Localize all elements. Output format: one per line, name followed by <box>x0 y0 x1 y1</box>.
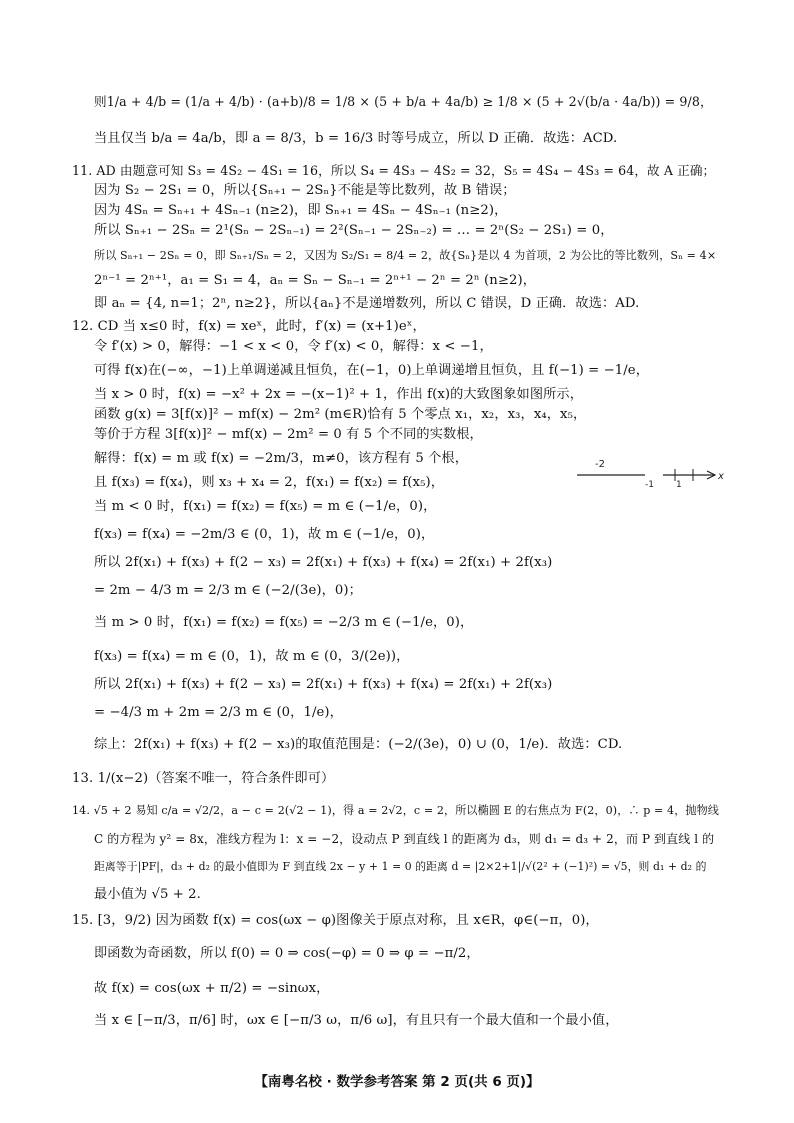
text-line: 即函数为奇函数，所以 f(0) = 0 ⇒ cos(−φ) = 0 ⇒ φ = −π/2， <box>94 946 480 961</box>
text-line: 因为 4Sₙ = Sₙ₊₁ + 4Sₙ₋₁ (n≥2)，即 Sₙ₊₁ = 4Sₙ − 4Sₙ₋₁ (n≥2)， <box>94 203 508 218</box>
figure-label-one: 1 <box>676 480 682 490</box>
figure-label-neg-one: -1 <box>645 480 654 490</box>
text-line: f(x₃) = f(x₄) = −2m/3 ∈ (0，1)，故 m ∈ (−1/e，0)， <box>94 527 435 542</box>
text-line: 12. CD 当 x≤0 时，f(x) = xeˣ，此时，f′(x) = (x+1)eˣ， <box>72 319 426 334</box>
page-footer: 【南粤名校 · 数学参考答案 第 2 页(共 6 页)】 <box>254 1074 540 1090</box>
text-line: C 的方程为 y² = 8x，准线方程为 l：x = −2，设动点 P 到直线 l 的距离为 d₃，则 d₁ = d₃ + 2，而 P 到直线 l 的 <box>94 832 715 846</box>
text-line: 14. √5 + 2 易知 c/a = √2/2，a − c = 2(√2 − 1)，得 a = 2√2，c = 2，所以椭圆 E 的右焦点为 F(2，0)，∴ p = 4，抛物线 <box>72 804 719 817</box>
function-sketch-figure <box>575 455 725 495</box>
text-line: 即 aₙ = {4, n=1；2ⁿ, n≥2}，所以{aₙ}不是递增数列，所以 C 错误，D 正确．故选：AD. <box>94 296 640 311</box>
text-line: 当且仅当 b/a = 4a/b，即 a = 8/3，b = 16/3 时等号成立，所以 D 正确．故选：ACD. <box>94 131 618 146</box>
text-line: 11. AD 由题意可知 S₃ = 4S₂ − 4S₁ = 16，所以 S₄ = 4S₃ − 4S₂ = 32，S₅ = 4S₄ − 4S₃ = 64，故 A 正确； <box>72 163 716 178</box>
text-line: 函数 g(x) = 3[f(x)]² − mf(x) − 2m² (m∈R)恰有 5 个零点 x₁，x₂，x₃，x₄，x₅， <box>94 407 587 422</box>
text-line: f(x₃) = f(x₄) = m ∈ (0，1)，故 m ∈ (0，3/(2e))， <box>94 649 410 664</box>
text-line: 当 m < 0 时，f(x₁) = f(x₂) = f(x₅) = m ∈ (−1/e，0)， <box>94 499 437 514</box>
text-line: 可得 f(x)在(−∞，−1)上单调递减且恒负，在(−1，0)上单调递增且恒负，且 f(−1) = −1/e， <box>94 363 649 378</box>
text-line: 2ⁿ⁻¹ = 2ⁿ⁺¹，a₁ = S₁ = 4，aₙ = Sₙ − Sₙ₋₁ = 2ⁿ⁺¹ − 2ⁿ = 2ⁿ (n≥2)， <box>94 273 537 288</box>
text-line: 所以 2f(x₁) + f(x₃) + f(2 − x₃) = 2f(x₁) + f(x₃) + f(x₄) = 2f(x₁) + 2f(x₃) <box>94 555 553 570</box>
text-line: = −4/3 m + 2m = 2/3 m ∈ (0，1/e)， <box>94 705 343 720</box>
text-line: 等价于方程 3[f(x)]² − mf(x) − 2m² = 0 有 5 个不同的实数根， <box>94 427 483 442</box>
text-line: 13. 1/(x−2)（答案不唯一，符合条件即可） <box>72 771 335 786</box>
figure-label-top: -2 <box>595 459 605 470</box>
text-line: 综上：2f(x₁) + f(x₃) + f(2 − x₃)的取值范围是：(−2/(3e)，0) ∪ (0，1/e)．故选：CD. <box>94 737 623 752</box>
text-line: 15. [3，9/2) 因为函数 f(x) = cos(ωx − φ)图像关于原点对称，且 x∈R，φ∈(−π，0)， <box>72 913 599 928</box>
text-line: 最小值为 √5 + 2. <box>94 887 201 902</box>
text-line: 所以 2f(x₁) + f(x₃) + f(2 − x₃) = 2f(x₁) + f(x₃) + f(x₄) = 2f(x₁) + 2f(x₃) <box>94 677 553 692</box>
text-line: 因为 S₂ − 2S₁ = 0，所以{Sₙ₊₁ − 2Sₙ}不能是等比数列，故 B 错误； <box>94 183 516 198</box>
text-line: = 2m − 4/3 m = 2/3 m ∈ (−2/(3e)，0)； <box>94 583 362 598</box>
text-line: 则1/a + 4/b = (1/a + 4/b) · (a+b)/8 = 1/8 × (5 + b/a + 4a/b) ≥ 1/8 × (5 + 2√(b/a · 4a/b)) = 9/8， <box>94 94 713 109</box>
text-line: 距离等于|PF|，d₃ + d₂ 的最小值即为 F 到直线 2x − y + 1 = 0 的距离 d = |2×2+1|/√(2² + (−1)²) = √5，则 d₁ + d₂ 的 <box>94 860 707 873</box>
figure-label-x: x <box>718 471 724 482</box>
text-line: 当 x > 0 时，f(x) = −x² + 2x = −(x−1)² + 1，作出 f(x)的大致图象如图所示， <box>94 387 583 402</box>
text-line: 所以 Sₙ₊₁ − 2Sₙ = 0，即 Sₙ₊₁/Sₙ = 2，又因为 S₂/S₁ = 8/4 = 2，故{Sₙ}是以 4 为首项，2 为公比的等比数列，Sₙ = 4× <box>94 249 717 262</box>
text-line: 当 x ∈ [−π/3，π/6] 时，ωx ∈ [−π/3 ω，π/6 ω]，有且只有一个最大值和一个最小值， <box>94 1013 619 1028</box>
text-line: 故 f(x) = cos(ωx + π/2) = −sinωx， <box>94 981 330 996</box>
text-line: 解得：f(x) = m 或 f(x) = −2m/3，m≠0，该方程有 5 个根， <box>94 451 469 466</box>
text-line: 且 f(x₃) = f(x₄)，则 x₃ + x₄ = 2，f(x₁) = f(x₂) = f(x₅)， <box>94 475 444 490</box>
text-line: 所以 Sₙ₊₁ − 2Sₙ = 2¹(Sₙ − 2Sₙ₋₁) = 2²(Sₙ₋₁ − 2Sₙ₋₂) = … = 2ⁿ(S₂ − 2S₁) = 0， <box>94 223 614 238</box>
text-line: 令 f′(x) > 0，解得：−1 < x < 0，令 f′(x) < 0，解得：x < −1， <box>94 339 493 354</box>
text-line: 当 m > 0 时，f(x₁) = f(x₂) = f(x₅) = −2/3 m ∈ (−1/e，0)， <box>94 615 474 630</box>
